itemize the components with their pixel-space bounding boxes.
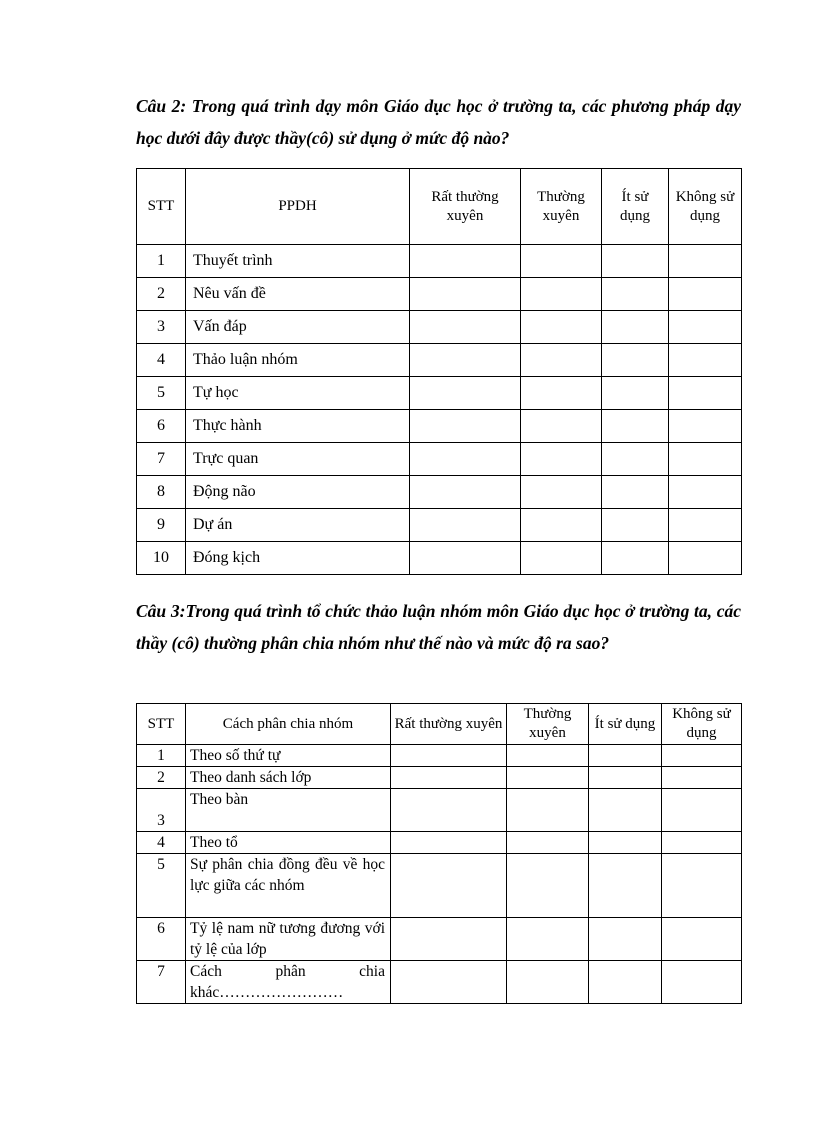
header-often: Thường xuyên [521,169,602,245]
row-method: Vấn đáp [186,311,410,344]
row-stt: 2 [137,278,186,311]
cell-often [521,410,602,443]
cell-rarely [589,832,662,854]
table-row [137,509,742,542]
cell-never [662,918,742,961]
grouping-methods-table [136,703,742,1004]
cell-very-often [410,410,521,443]
cell-very-often [391,745,507,767]
table-row [137,789,742,832]
row-stt: 5 [137,854,186,918]
table-row [137,410,742,443]
question-2: Câu 2: Trong quá trình dạy môn Giáo dục học ở trường ta, các phương pháp dạy học dưới đây được thầy(cô) sử dụng ở mức độ nào? [136,96,741,148]
header-ppdh: PPDH [186,169,410,245]
cell-often [521,476,602,509]
header-rarely: Ít sử dụng [602,169,669,245]
cell-very-often [391,832,507,854]
table-row [137,278,742,311]
cell-never [662,961,742,1004]
row-method: Thực hành [186,410,410,443]
cell-never [662,745,742,767]
cell-rarely [589,745,662,767]
table-row [137,311,742,344]
row-stt: 9 [137,509,186,542]
cell-rarely [602,344,669,377]
row-method: Theo số thứ tự [186,745,391,767]
cell-often [521,245,602,278]
row-method-line-1: Cách phân chia [190,963,385,980]
cell-very-often [391,961,507,1004]
cell-often [507,854,589,918]
cell-very-often [410,344,521,377]
table-row [137,245,742,278]
cell-never [669,476,742,509]
table-row [137,854,742,918]
row-stt: 10 [137,542,186,575]
row-stt: 7 [137,443,186,476]
table-row [137,377,742,410]
cell-never [662,767,742,789]
cell-often [507,961,589,1004]
cell-often [521,377,602,410]
cell-very-often [410,476,521,509]
cell-never [669,311,742,344]
header-very-often: Rất thường xuyên [391,704,507,745]
cell-often [507,789,589,832]
row-method: Đóng kịch [186,542,410,575]
cell-rarely [602,542,669,575]
table-row [137,832,742,854]
cell-often [521,509,602,542]
table-row [137,767,742,789]
cell-rarely [602,278,669,311]
cell-very-often [410,443,521,476]
teaching-methods-table [136,168,742,575]
cell-never [669,245,742,278]
row-stt: 1 [137,245,186,278]
cell-often [521,278,602,311]
cell-never [662,832,742,854]
header-grouping-method: Cách phân chia nhóm [186,704,391,745]
header-never: Không sử dụng [669,169,742,245]
row-method: Dự án [186,509,410,542]
cell-never [669,542,742,575]
cell-rarely [589,767,662,789]
row-method: Theo tổ [186,832,391,854]
row-stt: 5 [137,377,186,410]
cell-never [669,377,742,410]
table-row [137,344,742,377]
row-method: Thuyết trình [186,245,410,278]
cell-very-often [410,542,521,575]
table-row [137,961,742,1004]
cell-often [507,918,589,961]
cell-rarely [602,245,669,278]
cell-very-often [391,789,507,832]
cell-never [669,410,742,443]
cell-often [521,443,602,476]
cell-rarely [602,509,669,542]
cell-never [669,443,742,476]
cell-very-often [410,377,521,410]
cell-rarely [602,410,669,443]
cell-never [669,509,742,542]
cell-rarely [602,377,669,410]
cell-very-often [410,245,521,278]
row-stt: 1 [137,745,186,767]
cell-rarely [602,476,669,509]
cell-often [507,832,589,854]
header-never: Không sử dụng [662,704,742,745]
row-method [186,961,391,1004]
header-very-often: Rất thường xuyên [410,169,521,245]
header-stt: STT [137,704,186,745]
row-stt: 3 [137,789,186,832]
cell-very-often [391,918,507,961]
row-method: Theo bàn [186,789,391,832]
cell-very-often [410,278,521,311]
row-method: Động não [186,476,410,509]
table-row [137,443,742,476]
table-row [137,745,742,767]
header-often: Thường xuyên [507,704,589,745]
row-method: Tự học [186,377,410,410]
row-stt: 6 [137,918,186,961]
cell-often [521,344,602,377]
row-stt: 7 [137,961,186,1004]
cell-very-often [410,311,521,344]
row-method: Tỷ lệ nam nữ tương đương với tỷ lệ của lớp [186,918,391,961]
cell-very-often [391,767,507,789]
question-3: Câu 3:Trong quá trình tổ chức thảo luận nhóm môn Giáo dục học ở trường ta, các thầy (cô) thường phân chia nhóm như thế nào và mức độ ra sao? [136,601,741,653]
row-stt: 8 [137,476,186,509]
cell-rarely [589,961,662,1004]
cell-rarely [589,918,662,961]
row-stt: 6 [137,410,186,443]
row-stt: 4 [137,832,186,854]
row-method: Sự phân chia đồng đều về học lực giữa các nhóm [186,854,391,918]
cell-often [507,767,589,789]
cell-rarely [589,854,662,918]
row-stt: 3 [137,311,186,344]
table-header-row [137,704,742,745]
cell-never [662,854,742,918]
table-row [137,542,742,575]
cell-often [521,542,602,575]
table-header-row [137,169,742,245]
cell-never [669,278,742,311]
cell-rarely [602,443,669,476]
table-row [137,476,742,509]
cell-very-often [410,509,521,542]
cell-rarely [602,311,669,344]
cell-never [662,789,742,832]
header-stt: STT [137,169,186,245]
cell-rarely [589,789,662,832]
header-rarely: Ít sử dụng [589,704,662,745]
row-method: Trực quan [186,443,410,476]
cell-often [507,745,589,767]
cell-never [669,344,742,377]
table-row [137,918,742,961]
row-stt: 2 [137,767,186,789]
cell-often [521,311,602,344]
row-stt: 4 [137,344,186,377]
row-method: Nêu vấn đề [186,278,410,311]
row-method-line-2: khác…………………… [190,984,344,1001]
cell-very-often [391,854,507,918]
row-method: Theo danh sách lớp [186,767,391,789]
row-method: Thảo luận nhóm [186,344,410,377]
